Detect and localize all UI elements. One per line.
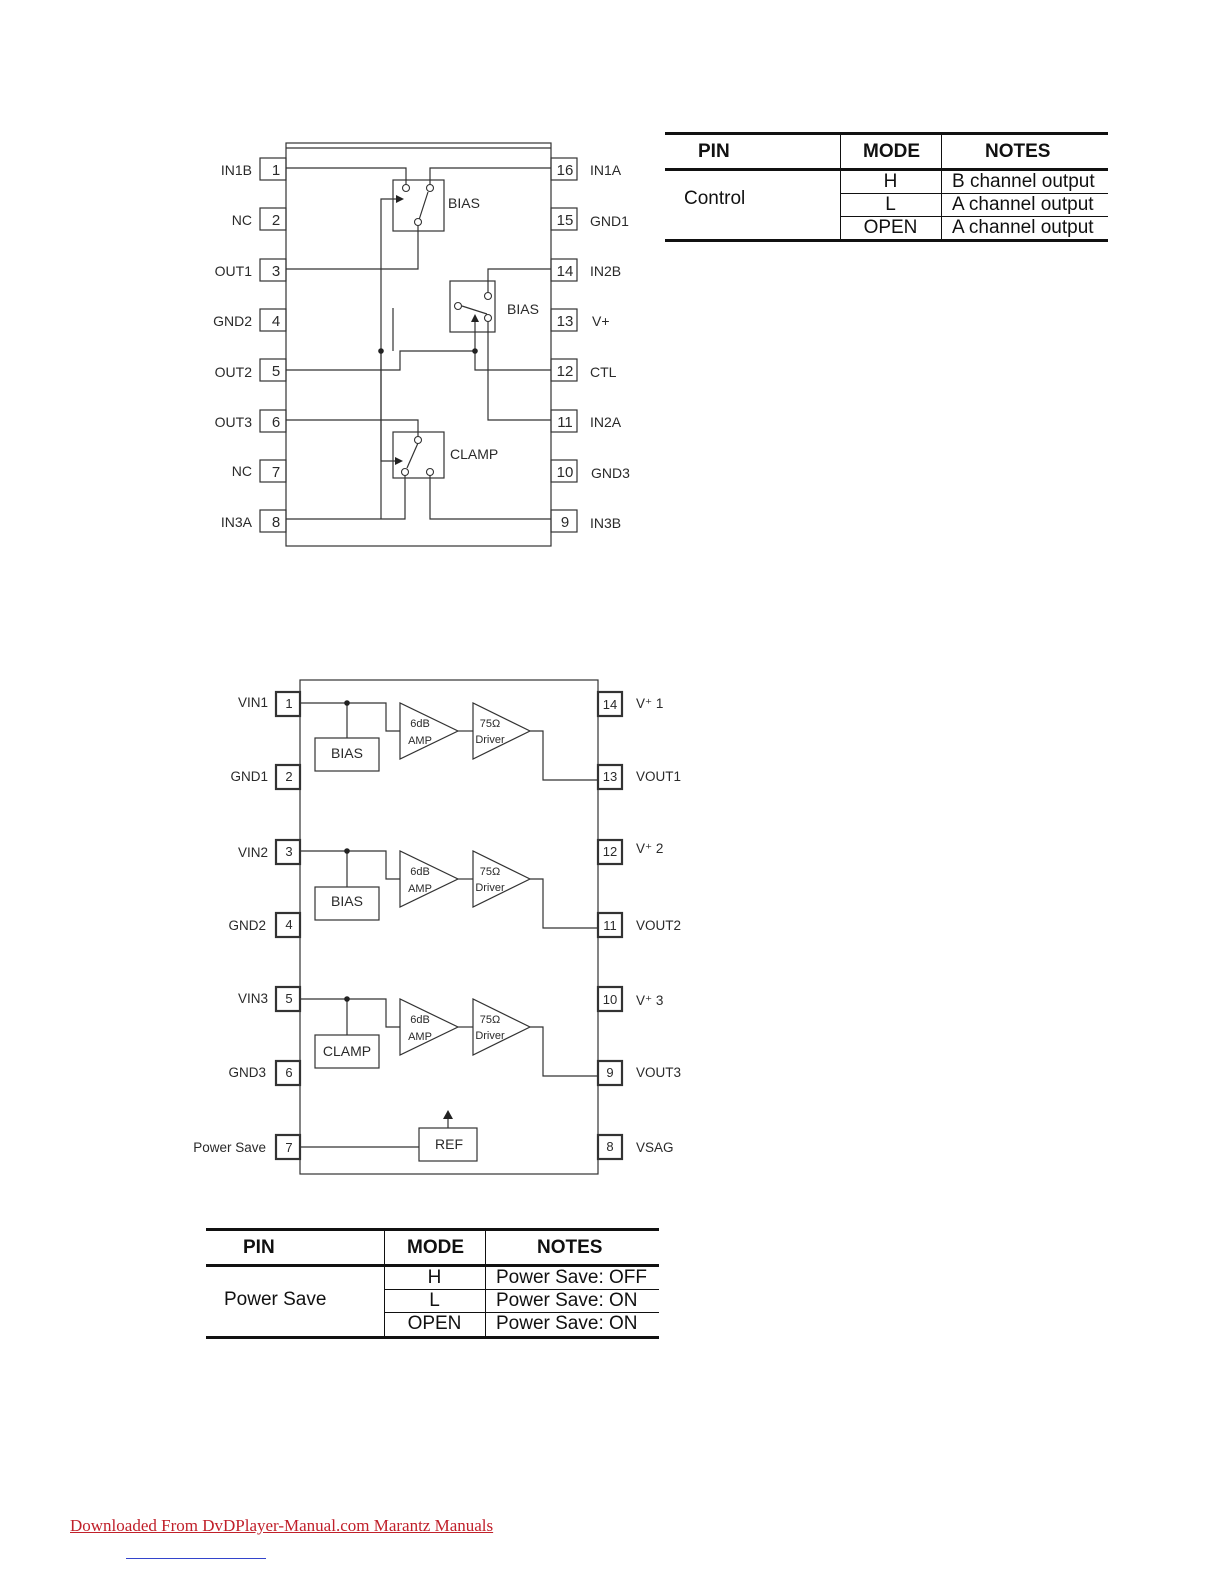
footer-rule [126, 1558, 266, 1559]
ic2-pin-name: VOUT3 [636, 1065, 682, 1080]
table-header-pin: PIN [243, 1237, 275, 1258]
amp-label: AMP [408, 735, 432, 747]
download-source-link[interactable]: Downloaded From DvDPlayer-Manual.com Marantz Manuals [70, 1516, 494, 1535]
ic1-pin-num: 2 [271, 212, 281, 229]
table-note: B channel output [952, 171, 1095, 192]
amp-gain-label: 6dB [410, 1014, 430, 1026]
ic2-pin-name: VSAG [636, 1140, 674, 1155]
ic2-pin-num: 12 [602, 844, 618, 859]
ic2-pin-name: V⁺ 1 [636, 696, 664, 711]
ic1-pin-name: IN3B [590, 515, 622, 531]
bias-block-label: BIAS [507, 301, 539, 317]
ic2-pin-num: 2 [285, 769, 293, 784]
ic1-pin-name: GND2 [213, 313, 252, 329]
ic2-pin-num: 7 [285, 1140, 293, 1155]
ic2-pin-name: VOUT2 [636, 918, 682, 933]
ic1-pin-num: 8 [271, 514, 281, 531]
ic2-pin-num: 1 [285, 696, 293, 711]
table-mode: L [429, 1290, 440, 1311]
ic1-pin-num: 14 [556, 263, 574, 280]
table-header-mode: MODE [407, 1237, 464, 1258]
ic1-pin-num: 3 [271, 263, 281, 280]
table-pin-name: Control [684, 188, 746, 209]
table-note: Power Save: ON [496, 1313, 638, 1334]
ic2-pin-name: Power Save [193, 1140, 266, 1155]
ic1-pin-num: 6 [271, 414, 281, 431]
driver-label: Driver [475, 734, 505, 746]
ic2-pin-name: V⁺ 3 [636, 993, 664, 1008]
ic1-pin-name: NC [231, 463, 252, 479]
ic1-pin-num: 13 [556, 313, 574, 330]
ic1-pin-num: 5 [271, 363, 281, 380]
ic2-pin-num: 13 [602, 769, 618, 784]
ic2-pin-num: 10 [602, 992, 618, 1007]
ic1-pin-name: V+ [592, 313, 610, 329]
amp-label: AMP [408, 1031, 432, 1043]
ic2-pin-num: 3 [285, 844, 293, 859]
ic1-pin-name: OUT1 [214, 263, 252, 279]
ic1-pin-name: CTL [590, 364, 617, 380]
ic2-pin-num: 9 [606, 1065, 614, 1080]
table-mode: H [883, 171, 898, 192]
ic1-pin-num: 7 [271, 464, 281, 481]
ic2-pin-name: VOUT1 [636, 769, 682, 784]
table-note: A channel output [952, 217, 1094, 238]
ic2-pin-num: 6 [285, 1065, 293, 1080]
table-header-notes: NOTES [537, 1237, 603, 1258]
table-header-mode: MODE [863, 141, 920, 162]
bias-block-label: BIAS [331, 893, 363, 909]
clamp-block-label: CLAMP [322, 1043, 372, 1059]
ic1-pin-name: IN3A [220, 514, 252, 530]
power-save-pin-table [206, 1228, 659, 1341]
ic1-pin-num: 11 [557, 414, 573, 431]
table-header-notes: NOTES [985, 141, 1051, 162]
driver-impedance-label: 75Ω [479, 718, 501, 730]
ic2-pin-num: 5 [285, 991, 293, 1006]
driver-label: Driver [475, 1030, 505, 1042]
ic1-pin-num: 9 [560, 514, 570, 531]
ic1-pin-num: 10 [556, 464, 574, 481]
ic1-body [286, 143, 551, 546]
ref-block-label: REF [435, 1136, 463, 1152]
ic1-pin-name: IN1B [220, 162, 252, 178]
ic2-pin-name: GND2 [228, 918, 266, 933]
ic2-pin-num: 4 [285, 917, 293, 932]
ic1-pin-num: 1 [271, 162, 281, 179]
ic2-pin-num: 8 [606, 1139, 614, 1154]
driver-impedance-label: 75Ω [479, 866, 501, 878]
ic1-pin-name: OUT3 [214, 414, 252, 430]
table-mode: H [427, 1267, 442, 1288]
driver-label: Driver [475, 882, 505, 894]
ic1-pin-name: NC [231, 212, 252, 228]
ic2-pin-name: VIN3 [237, 991, 268, 1006]
clamp-block-label: CLAMP [450, 446, 499, 462]
ic2-pin-name: VIN2 [237, 845, 268, 860]
ic2-pin-name: GND1 [230, 769, 268, 784]
ic1-pin-name: GND3 [591, 465, 630, 481]
control-pin-table [665, 132, 1108, 244]
ic2-pin-name: GND3 [228, 1065, 266, 1080]
ic1-pin-name: GND1 [590, 213, 629, 229]
ic1-pin-name: IN1A [590, 162, 622, 178]
ic2-pin-name: V⁺ 2 [636, 841, 664, 856]
ic1-pin-num: 4 [271, 313, 281, 330]
table-note: Power Save: ON [496, 1290, 638, 1311]
table-mode: OPEN [863, 217, 918, 238]
table-header-pin: PIN [698, 141, 730, 162]
ic1-pin-num: 15 [556, 212, 574, 229]
ic1-pin-name: IN2A [590, 414, 622, 430]
ic2-pin-name: VIN1 [237, 695, 268, 710]
ic1-pin-name: OUT2 [214, 364, 252, 380]
amp-gain-label: 6dB [410, 866, 430, 878]
table-mode: L [885, 194, 896, 215]
ic1-pin-num: 12 [556, 363, 574, 380]
table-note: Power Save: OFF [496, 1267, 647, 1288]
ic1-pin-num: 16 [556, 162, 574, 179]
ic2-pin-num: 11 [603, 918, 617, 933]
ic2-pin-num: 14 [602, 697, 618, 712]
ic1-pin-name: IN2B [590, 263, 622, 279]
table-mode: OPEN [407, 1313, 462, 1334]
table-pin-name: Power Save [224, 1289, 327, 1310]
amp-label: AMP [408, 883, 432, 895]
bias-block-label: BIAS [448, 195, 480, 211]
amp-gain-label: 6dB [410, 718, 430, 730]
driver-impedance-label: 75Ω [479, 1014, 501, 1026]
table-note: A channel output [952, 194, 1094, 215]
bias-block-label: BIAS [331, 745, 363, 761]
